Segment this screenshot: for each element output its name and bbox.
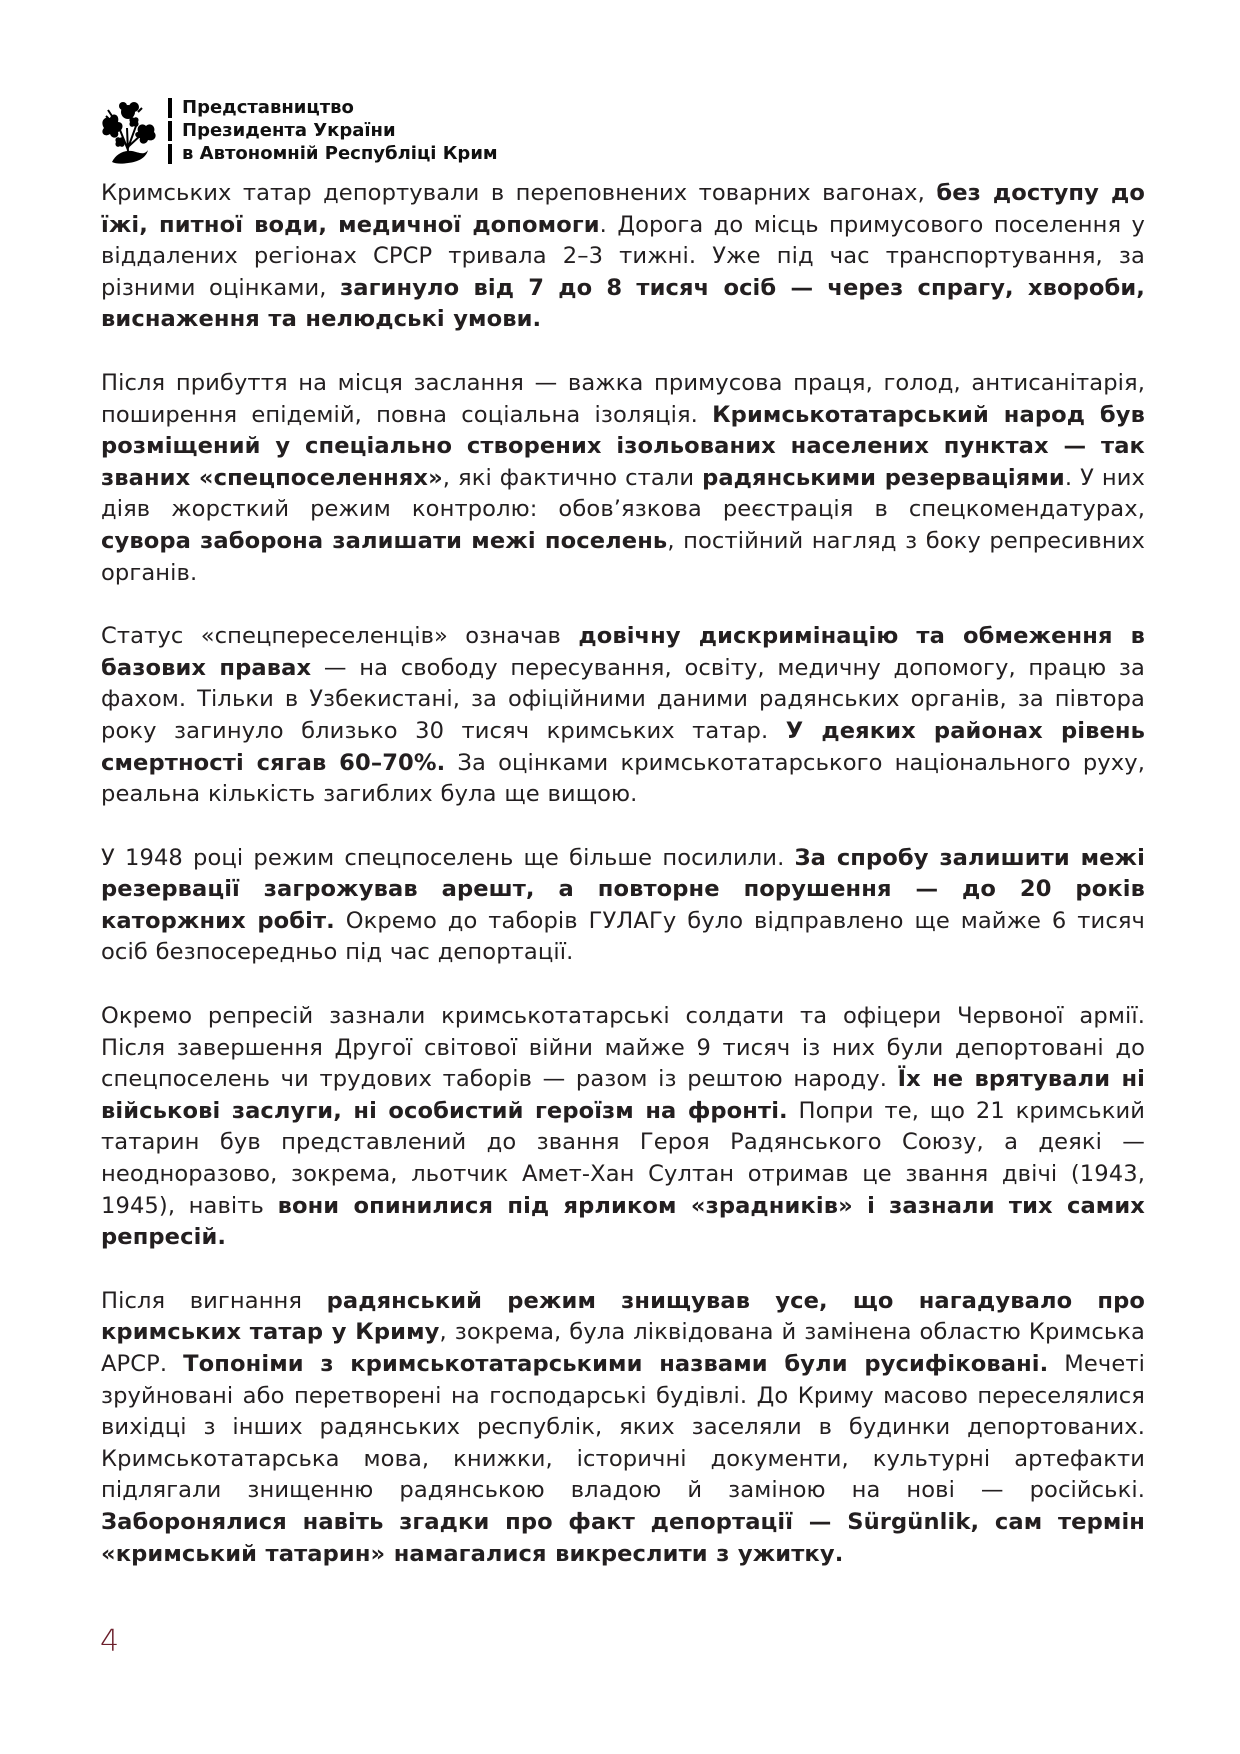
paragraph-2 bbox=[101, 368, 1145, 589]
text-segment: Після прибуття на місця заслання — важка примусова праця, голод, антисанітарія, поширення епідемій, повна соціальна ізоляція. bbox=[101, 369, 1145, 428]
paragraph-5 bbox=[101, 1001, 1145, 1254]
bold-segment: Топоніми з кримськотатарськими назвами були русифіковані. bbox=[183, 1351, 1049, 1377]
bold-segment: загинуло від 7 до 8 тисяч осіб — через спрагу, хвороби, виснаження та нелюдські умови. bbox=[101, 274, 1145, 333]
paragraph-1 bbox=[101, 178, 1145, 336]
bold-segment: Заборонялися навіть згадки про факт депортації — Sürgünlik, сам термін «кримський татарин» намагалися викреслити з ужитку. bbox=[101, 1508, 1145, 1567]
text-segment: , які фактично стали bbox=[442, 464, 703, 491]
bold-segment: Їх не врятували ні військові заслуги, ні особистий героїзм на фронті. bbox=[101, 1066, 1145, 1124]
page-number: 4 bbox=[100, 1624, 120, 1659]
org-name-line-3: в Автономній Республіці Крим bbox=[182, 143, 498, 164]
header-divider bbox=[168, 98, 172, 164]
text-segment: Окремо репресій зазнали кримськотатарські солдати та офіцери Червоної армії. Після завершення Другої світової війни майже 9 тисяч із них були депортовані до спецпоселень чи трудових таборів — разом із рештою народу. bbox=[101, 1003, 1145, 1093]
bold-segment: У деяких районах рівень смертності сягав 60–70%. bbox=[101, 717, 1145, 776]
bold-segment: За спробу залишити межі резервації загрожував арешт, а повторне порушення — до 20 років каторжних робіт. bbox=[101, 844, 1145, 934]
text-segment: — на свободу пересування, освіту, медичну допомогу, працю за фахом. Тільки в Узбекистані, за офіційними даними радянських органів, за півтора року загинуло близько 30 тисяч кримських татар. bbox=[101, 654, 1145, 744]
text-segment: Статус «спецпереселенців» означав bbox=[101, 623, 579, 650]
bold-segment: Кримськотатарський народ був розміщений у спеціально створених ізольованих населених пунктах — так званих «спецпоселеннях» bbox=[101, 401, 1145, 491]
bold-segment: без доступу до їжі, питної води, медичної допомоги bbox=[101, 180, 1145, 238]
text-segment: За оцінками кримськотатарського національного руху, реальна кількість загиблих була ще вищою. bbox=[101, 749, 1145, 808]
paragraph-3 bbox=[101, 621, 1145, 811]
text-segment: Кримських татар депортували в переповнених товарних вагонах, bbox=[101, 180, 937, 206]
text-segment: , постійний нагляд з боку репресивних органів. bbox=[101, 527, 1145, 586]
document-body bbox=[101, 178, 1145, 1602]
bold-segment: вони опинилися під ярликом «зрадників» і зазнали тих самих репресій. bbox=[101, 1192, 1145, 1251]
bold-segment: довічну дискримінацію та обмеження в базових правах bbox=[101, 623, 1145, 681]
paragraph-6 bbox=[101, 1286, 1145, 1570]
text-segment: Мечеті зруйновані або перетворені на господарські будівлі. До Криму масово переселялися вихідці з інших радянських республік, яких заселяли в будинки депортованих. Кримськотатарська мова, книжки, історичні документи, культурні артефакти підлягали знищенню радянською владою й заміною на нові — російські. bbox=[101, 1351, 1145, 1504]
text-segment: У 1948 році режим спецпоселень ще більше посилили. bbox=[101, 844, 795, 871]
bold-segment: сувора заборона залишати межі поселень bbox=[101, 527, 668, 554]
page-header bbox=[98, 96, 498, 165]
bold-segment: радянськими резерваціями bbox=[702, 464, 1065, 491]
text-segment: . Дорога до місць примусового поселення у віддалених регіонах СРСР тривала 2–3 тижні. Уже під час транспортування, за різними оцінками, bbox=[101, 211, 1145, 301]
org-name-line-1: Представництво bbox=[182, 97, 354, 118]
text-segment: , зокрема, була ліквідована й замінена областю Кримська АРСР. bbox=[101, 1319, 1146, 1377]
text-segment: Після вигнання bbox=[101, 1287, 327, 1314]
text-segment: Попри те, що 21 кримський татарин був представлений до звання Героя Радянського Союзу, а деякі — неодноразово, зокрема, льотчик Амет-Хан Султан отримав це звання двічі (1943, 1945), навіть bbox=[101, 1097, 1146, 1219]
text-segment: . У них діяв жорсткий режим контролю: обов’язкова реєстрація в спецкомендатурах, bbox=[101, 464, 1146, 523]
org-name-line-2: Президента України bbox=[182, 120, 396, 141]
crimean-flower-logo-icon bbox=[98, 98, 160, 164]
text-segment: Окремо до таборів ГУЛАГу було відправлено ще майже 6 тисяч осіб безпосередньо під час депортації. bbox=[101, 907, 1145, 966]
bold-segment: радянський режим знищував усе, що нагадувало про кримських татар у Криму bbox=[101, 1287, 1145, 1346]
paragraph-4 bbox=[101, 843, 1145, 969]
organization-name bbox=[182, 96, 498, 165]
